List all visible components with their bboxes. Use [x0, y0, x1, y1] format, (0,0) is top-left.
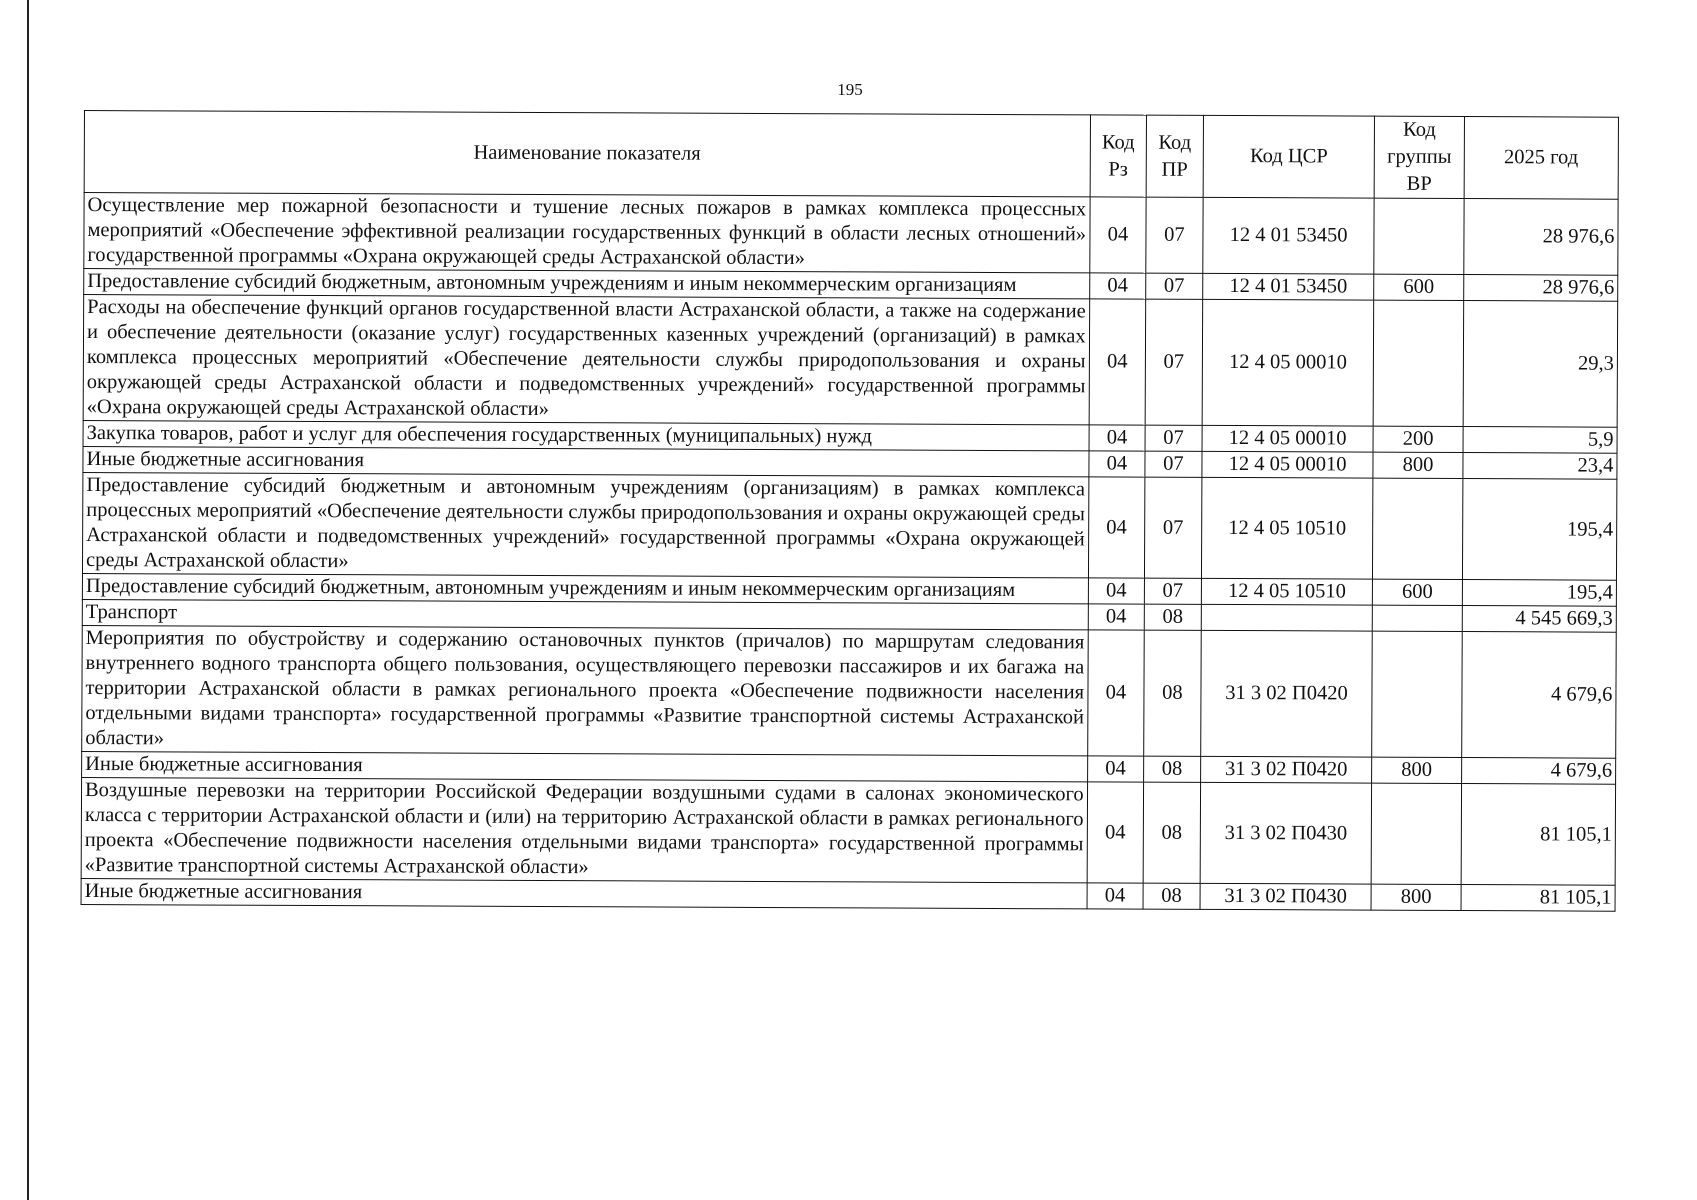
row-csr: 31 3 02 П0430	[1200, 782, 1372, 884]
row-vr: 600	[1374, 274, 1463, 300]
row-pr: 08	[1143, 883, 1200, 909]
row-amount: 28 976,6	[1463, 275, 1618, 302]
row-name: Предоставление субсидий бюджетным, автономным учреждениям и иным некоммерческим организациям	[82, 573, 1088, 603]
row-csr: 31 3 02 П0430	[1200, 883, 1372, 910]
row-rz: 04	[1088, 578, 1145, 604]
row-csr: 12 4 05 00010	[1202, 299, 1374, 426]
row-rz: 04	[1089, 425, 1146, 451]
row-amount: 28 976,6	[1463, 199, 1618, 276]
row-pr: 07	[1145, 451, 1202, 477]
row-amount: 23,4	[1462, 453, 1617, 480]
header-pr: Код ПР	[1146, 115, 1203, 197]
row-amount: 4 679,6	[1461, 632, 1616, 759]
row-name: Воздушные перевозки на территории Российской Федерации воздушными судами в салонах экономического класса с территории Астраханской области и (или) на территорию Астраханской области в рамках регионального проекта «Обеспечение подвижности населения отдельными видами транспорта» государственной программы «Развитие транспортной системы Астраханской области»	[81, 777, 1087, 882]
scan-left-edge	[27, 0, 29, 1200]
row-pr: 07	[1146, 197, 1203, 273]
budget-table	[81, 110, 1619, 912]
table-row	[82, 472, 1616, 580]
row-csr: 12 4 05 00010	[1202, 425, 1374, 452]
row-vr	[1374, 300, 1464, 426]
row-amount: 81 105,1	[1461, 784, 1616, 886]
row-rz: 04	[1089, 197, 1146, 273]
row-pr: 08	[1144, 604, 1201, 630]
header-name: Наименование показателя	[84, 111, 1090, 197]
header-vr: Код группы ВР	[1375, 116, 1464, 198]
row-amount: 81 105,1	[1461, 885, 1616, 912]
row-rz: 04	[1087, 630, 1144, 756]
row-pr: 08	[1144, 630, 1201, 756]
row-vr: 200	[1373, 426, 1462, 452]
row-vr: 800	[1373, 452, 1462, 478]
row-name: Иные бюджетные ассигнования	[82, 751, 1088, 781]
row-rz: 04	[1087, 756, 1144, 782]
row-pr: 08	[1143, 782, 1200, 883]
row-vr	[1373, 478, 1463, 579]
row-rz: 04	[1089, 299, 1146, 425]
row-name: Закупка товаров, работ и услуг для обеспечения государственных (муниципальных) нужд	[83, 420, 1089, 450]
row-rz: 04	[1089, 451, 1146, 477]
header-csr: Код ЦСР	[1203, 115, 1375, 198]
header-year: 2025 год	[1464, 117, 1619, 200]
row-rz: 04	[1088, 604, 1145, 630]
row-pr: 07	[1145, 299, 1202, 425]
row-csr: 12 4 01 53450	[1202, 273, 1374, 300]
table-row	[81, 777, 1615, 885]
row-vr: 800	[1372, 757, 1461, 783]
row-vr	[1374, 198, 1463, 274]
row-csr	[1201, 604, 1373, 631]
table-header-row	[84, 111, 1618, 200]
header-rz: Код Рз	[1090, 115, 1147, 197]
row-csr: 12 4 05 00010	[1202, 451, 1374, 478]
row-rz: 04	[1087, 883, 1144, 909]
row-pr: 07	[1145, 425, 1202, 451]
row-name: Мероприятия по обустройству и содержанию остановочных пунктов (причалов) по маршрутам следования внутреннего водного транспорта общего пользования, осуществляющего перевозки пассажиров и их багажа на территории Астраханской области в рамках регионального проекта «Обеспечение подвижности населения отдельными видами транспорта» государственной программы «Развитие транспортной системы Астраханской области»	[82, 625, 1088, 755]
row-name: Транспорт	[82, 599, 1088, 629]
page-number: 195	[837, 80, 863, 99]
table-row	[81, 878, 1615, 911]
row-csr: 12 4 05 10510	[1201, 477, 1373, 579]
row-rz: 04	[1087, 782, 1144, 883]
row-name: Иные бюджетные ассигнования	[81, 878, 1087, 908]
row-pr: 07	[1145, 578, 1202, 604]
row-csr: 31 3 02 П0420	[1200, 630, 1372, 757]
table-row	[84, 193, 1618, 276]
row-pr: 08	[1144, 756, 1201, 782]
row-name: Осуществление мер пожарной безопасности и тушение лесных пожаров в рамках комплекса процессных мероприятий «Обеспечение эффективной реализации государственных функций в области лесных отношений» государственной программы «Охрана окружающей среды Астраханской области»	[84, 193, 1090, 273]
row-vr: 600	[1373, 579, 1462, 605]
row-name: Предоставление субсидий бюджетным, автономным учреждениям и иным некоммерческим организациям	[84, 269, 1090, 299]
row-rz: 04	[1088, 477, 1145, 578]
table-row	[82, 625, 1617, 758]
row-vr	[1372, 631, 1462, 757]
row-csr: 12 4 01 53450	[1202, 197, 1374, 274]
row-vr: 800	[1371, 884, 1460, 910]
row-csr: 31 3 02 П0420	[1200, 756, 1372, 783]
row-csr: 12 4 05 10510	[1201, 578, 1373, 605]
row-rz: 04	[1089, 273, 1146, 299]
row-amount: 29,3	[1463, 301, 1618, 428]
row-amount: 195,4	[1462, 580, 1617, 607]
row-amount: 5,9	[1463, 427, 1618, 454]
row-name: Иные бюджетные ассигнования	[83, 446, 1089, 476]
row-name: Расходы на обеспечение функций органов государственной власти Астраханской области, а также на содержание и обеспечение деятельности (оказание услуг) государственных казенных учреждений (организаций) в рамках комплекса процессных мероприятий «Обеспечение деятельности службы природопользования и охраны окружающей среды Астраханской области и подведомственных учреждений» государственной программы «Охрана окружающей среды Астраханской области»	[83, 295, 1089, 425]
row-amount: 4 679,6	[1461, 758, 1616, 785]
row-pr: 07	[1145, 477, 1202, 578]
row-name: Предоставление субсидий бюджетным и автономным учреждениям (организациям) в рамках комплекса процессных мероприятий «Обеспечение деятельности службы природопользования и охраны окружающей среды Астраханской области и подведомственных учреждений» государственной программы «Охрана окружающей среды Астраханской области»	[82, 472, 1088, 577]
row-amount: 195,4	[1462, 479, 1617, 581]
row-vr	[1372, 783, 1462, 884]
row-pr: 07	[1146, 273, 1203, 299]
row-amount: 4 545 669,3	[1462, 606, 1617, 633]
table-row	[83, 295, 1618, 428]
row-vr	[1373, 605, 1462, 631]
